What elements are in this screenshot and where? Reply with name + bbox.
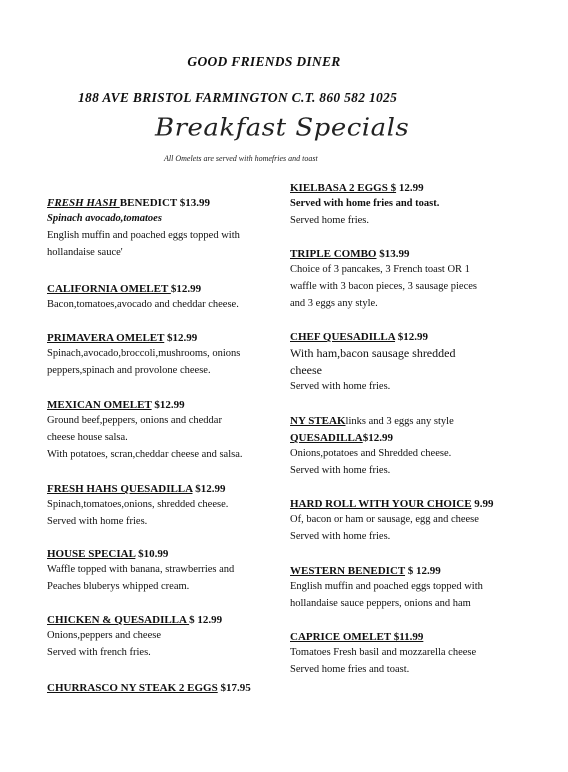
item-title: NY STEAKlinks and 3 eggs any style [290, 415, 454, 427]
menu-item-western-benedict [290, 563, 520, 613]
menu-title: Breakfast Specials [155, 113, 410, 143]
item-line: cheese [290, 362, 322, 377]
menu-item-ny-steak [290, 413, 520, 430]
item-line: Served home fries. [290, 214, 370, 226]
item-line: Bacon,tomatoes,avocado and cheddar cheese. [47, 299, 239, 310]
item-title: PRIMAVERA OMELET $12.99 [47, 332, 198, 344]
diner-address: 188 AVE BRISTOL FARMINGTON C.T. 860 582 1025 [78, 90, 398, 105]
item-line: Spinach,avocado,broccoli,mushrooms, onions [47, 348, 241, 359]
item-title: KIELBASA 2 EGGS $ 12.99 [290, 182, 424, 194]
menu-item-primavera-omelet [47, 330, 283, 380]
item-line: and 3 eggs any style. [290, 297, 378, 309]
diner-name: GOOD FRIENDS DINER [187, 54, 341, 69]
item-line: Served with french fries. [47, 646, 151, 658]
item-line: English muffin and poached eggs topped with [47, 229, 240, 241]
menu-item-mexican-omelet [47, 397, 283, 463]
item-title: CAPRICE OMELET $11.99 [290, 631, 424, 643]
menu-item-quesadilla [290, 430, 520, 480]
menu-item-hard-roll [290, 496, 520, 546]
item-title: TRIPLE COMBO $13.99 [290, 248, 410, 260]
item-line: With potatoes, scran,cheddar cheese and salsa. [47, 448, 243, 460]
item-line: Onions,peppers and cheese [47, 630, 162, 641]
menu-item-house-special [47, 546, 283, 596]
item-title: CHEF QUESADILLA $12.99 [290, 331, 429, 343]
menu-item-caprice-omelet [290, 629, 520, 679]
item-line: Choice of 3 pancakes, 3 French toast OR 1 [290, 264, 470, 275]
item-title: FRESH HAHS QUESADILLA $12.99 [47, 483, 226, 495]
menu-item-chef-quesadilla [290, 329, 520, 395]
item-line: hollandaise sauce peppers, onions and ham [290, 597, 471, 609]
item-title: CHICKEN & QUESADILLA $ 12.99 [47, 614, 223, 626]
item-line: Ground beef,peppers, onions and cheddar [47, 415, 222, 426]
item-line: English muffin and poached eggs topped with [290, 581, 483, 592]
menu-item-california-omelet [47, 281, 283, 314]
item-line: hollandaise sauce' [47, 246, 123, 258]
item-title: HOUSE SPECIAL $10.99 [47, 548, 169, 560]
item-line: Tomatoes Fresh basil and mozzarella cheese [290, 647, 477, 658]
menu-item-triple-combo [290, 246, 520, 312]
item-line: Served with home fries. [290, 530, 391, 542]
item-line: Served with home fries. [47, 515, 148, 527]
item-line: Served home fries and toast. [290, 663, 410, 675]
item-title: FRESH HASH BENEDICT $13.99 [47, 197, 211, 209]
item-line: Of, bacon or ham or sausage, egg and cheese [290, 514, 479, 525]
item-line: cheese house salsa. [47, 431, 128, 443]
menu-item-fresh-hash-benedict [47, 195, 283, 261]
item-line: With ham,bacon sausage shredded [290, 346, 456, 360]
item-title: CHURRASCO NY STEAK 2 EGGS $17.95 [47, 682, 251, 694]
item-line: Waffle topped with banana, strawberries and [47, 564, 235, 575]
menu-item-kielbasa-2-eggs [290, 180, 520, 230]
item-line: Spinach avocado,tomatoes [47, 213, 162, 224]
item-title: MEXICAN OMELET $12.99 [47, 399, 185, 411]
item-line: Peaches bluberys whipped cream. [47, 580, 190, 592]
item-line: Served with home fries and toast. [290, 198, 440, 209]
item-title: QUESADILLA$12.99 [290, 432, 393, 444]
item-line: waffle with 3 bacon pieces, 3 sausage pieces [290, 280, 477, 292]
item-line: Onions,potatoes and Shredded cheese. [290, 448, 452, 459]
item-line: Served with home fries. [290, 464, 391, 476]
item-line: peppers,spinach and provolone cheese. [47, 364, 211, 376]
item-title: WESTERN BENEDICT $ 12.99 [290, 565, 441, 577]
menu-item-churrasco-ny-steak [47, 680, 283, 696]
menu-item-fresh-hash-quesadilla [47, 481, 283, 531]
menu-subtitle: All Omelets are served with homefries and toast [164, 154, 318, 163]
menu-item-chicken-quesadilla [47, 612, 283, 662]
item-title: CALIFORNIA OMELET $12.99 [47, 283, 202, 295]
item-title: HARD ROLL WITH YOUR CHOICE 9.99 [290, 498, 494, 510]
item-line: Served with home fries. [290, 380, 391, 392]
item-line: Spinach,tomatoes,onions, shredded cheese. [47, 499, 229, 510]
